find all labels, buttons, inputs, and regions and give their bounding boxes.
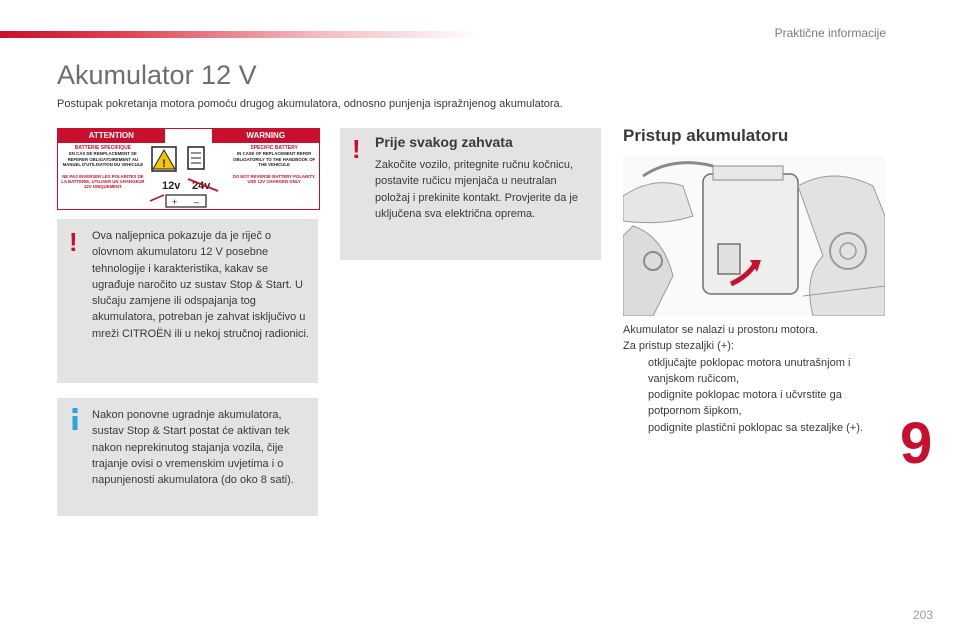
label-english-text: SPECIFIC BATTERY IN CASE OF REPLACEMENT REFER OBLIGATORILY TO THE HANDBOOK OF THE VEHICULE DO NOT REVERSE BATTERY POLARITY, USE 12V CHARGER ONLY bbox=[232, 145, 316, 185]
warning-text: Ova naljepnica pokazuje da je riječ o olovnom akumulatoru 12 V posebne tehnologije i karakteristika, kakav se ugrađuje naročito uz sustav Stop & Start. U slučaju zamjene ili odspajanja tog akumulatora, potreban je zahvat isključivo u mreži CITROËN ili u nekoj stručnoj radionici. bbox=[92, 230, 310, 340]
info-icon bbox=[69, 408, 81, 430]
access-step-2: podignite poklopac motora i učvrstite ga potpornom šipkom, bbox=[648, 389, 842, 418]
access-section-title: Pristup akumulatoru bbox=[623, 126, 789, 145]
access-description bbox=[623, 322, 888, 436]
label-attention: ATTENTION bbox=[58, 129, 165, 143]
info-text: Nakon ponovne ugradnje akumulatora, sustav Stop & Start postat će aktivan tek nakon neprekinutog stajanja vozila, čije trajanje ovisi o vremenskim uvjetima i o napunjenosti akumulatora (do oko 8 sati). bbox=[92, 409, 294, 487]
access-intro-2: Za pristup stezaljki (+): bbox=[623, 340, 734, 353]
access-step-1: otključajte poklopac motora unutrašnjom i vanjskom ručicom, bbox=[648, 356, 851, 385]
bullet-mark bbox=[623, 387, 648, 420]
list-item bbox=[623, 387, 888, 420]
label-french-text: BATTERIE SPECIFIQUE EN CAS DE REMPLACEMENT SE REFERER OBLIGATOIREMENT AU MANUEL D'UTILISATION DU VEHICULE NE PAS INVERSER LES POLARITES DE LA BATTERIE, UTILISER UN CHARGEUR 12V UNIQUEMENT bbox=[61, 145, 145, 190]
header-accent-bar bbox=[0, 31, 480, 38]
page-subtitle: Postupak pokretanja motora pomoću drugog akumulatora, odnosno punjenja ispražnjenog akumulatora. bbox=[57, 98, 563, 110]
label-battery-pictogram bbox=[148, 143, 229, 209]
before-intervention-box bbox=[340, 128, 601, 260]
warning-box bbox=[57, 219, 318, 383]
page-number: 203 bbox=[913, 608, 934, 622]
page-title: Akumulator 12 V bbox=[57, 60, 257, 90]
svg-text:–: – bbox=[193, 197, 199, 207]
access-intro-1: Akumulator se nalazi u prostoru motora. bbox=[623, 324, 819, 336]
before-intervention-title: Prije svakog zahvata bbox=[375, 134, 513, 150]
svg-text:24v: 24v bbox=[191, 180, 211, 192]
list-item bbox=[623, 355, 888, 388]
battery-label-image bbox=[57, 128, 320, 210]
svg-text:!: ! bbox=[161, 158, 166, 170]
engine-bay-illustration bbox=[623, 156, 885, 316]
before-intervention-text: Zakočite vozilo, pritegnite ručnu kočnicu, postavite ručicu mjenjača u neutralan položaj i prekinite kontakt. Provjerite da je uključena sva električna oprema. bbox=[375, 159, 578, 220]
list-item bbox=[623, 420, 888, 436]
bullet-mark bbox=[623, 420, 648, 436]
svg-text:+: + bbox=[171, 197, 178, 207]
label-warning: WARNING bbox=[212, 129, 319, 143]
exclamation-icon: ! bbox=[69, 227, 78, 257]
access-step-3: podignite plastični poklopac sa stezaljke (+). bbox=[648, 421, 863, 434]
bullet-mark bbox=[623, 355, 648, 388]
exclamation-icon: ! bbox=[352, 134, 361, 164]
info-box bbox=[57, 398, 318, 516]
chapter-number: 9 bbox=[900, 411, 933, 476]
svg-text:12v: 12v bbox=[161, 180, 181, 192]
section-header: Praktične informacije bbox=[774, 26, 886, 40]
